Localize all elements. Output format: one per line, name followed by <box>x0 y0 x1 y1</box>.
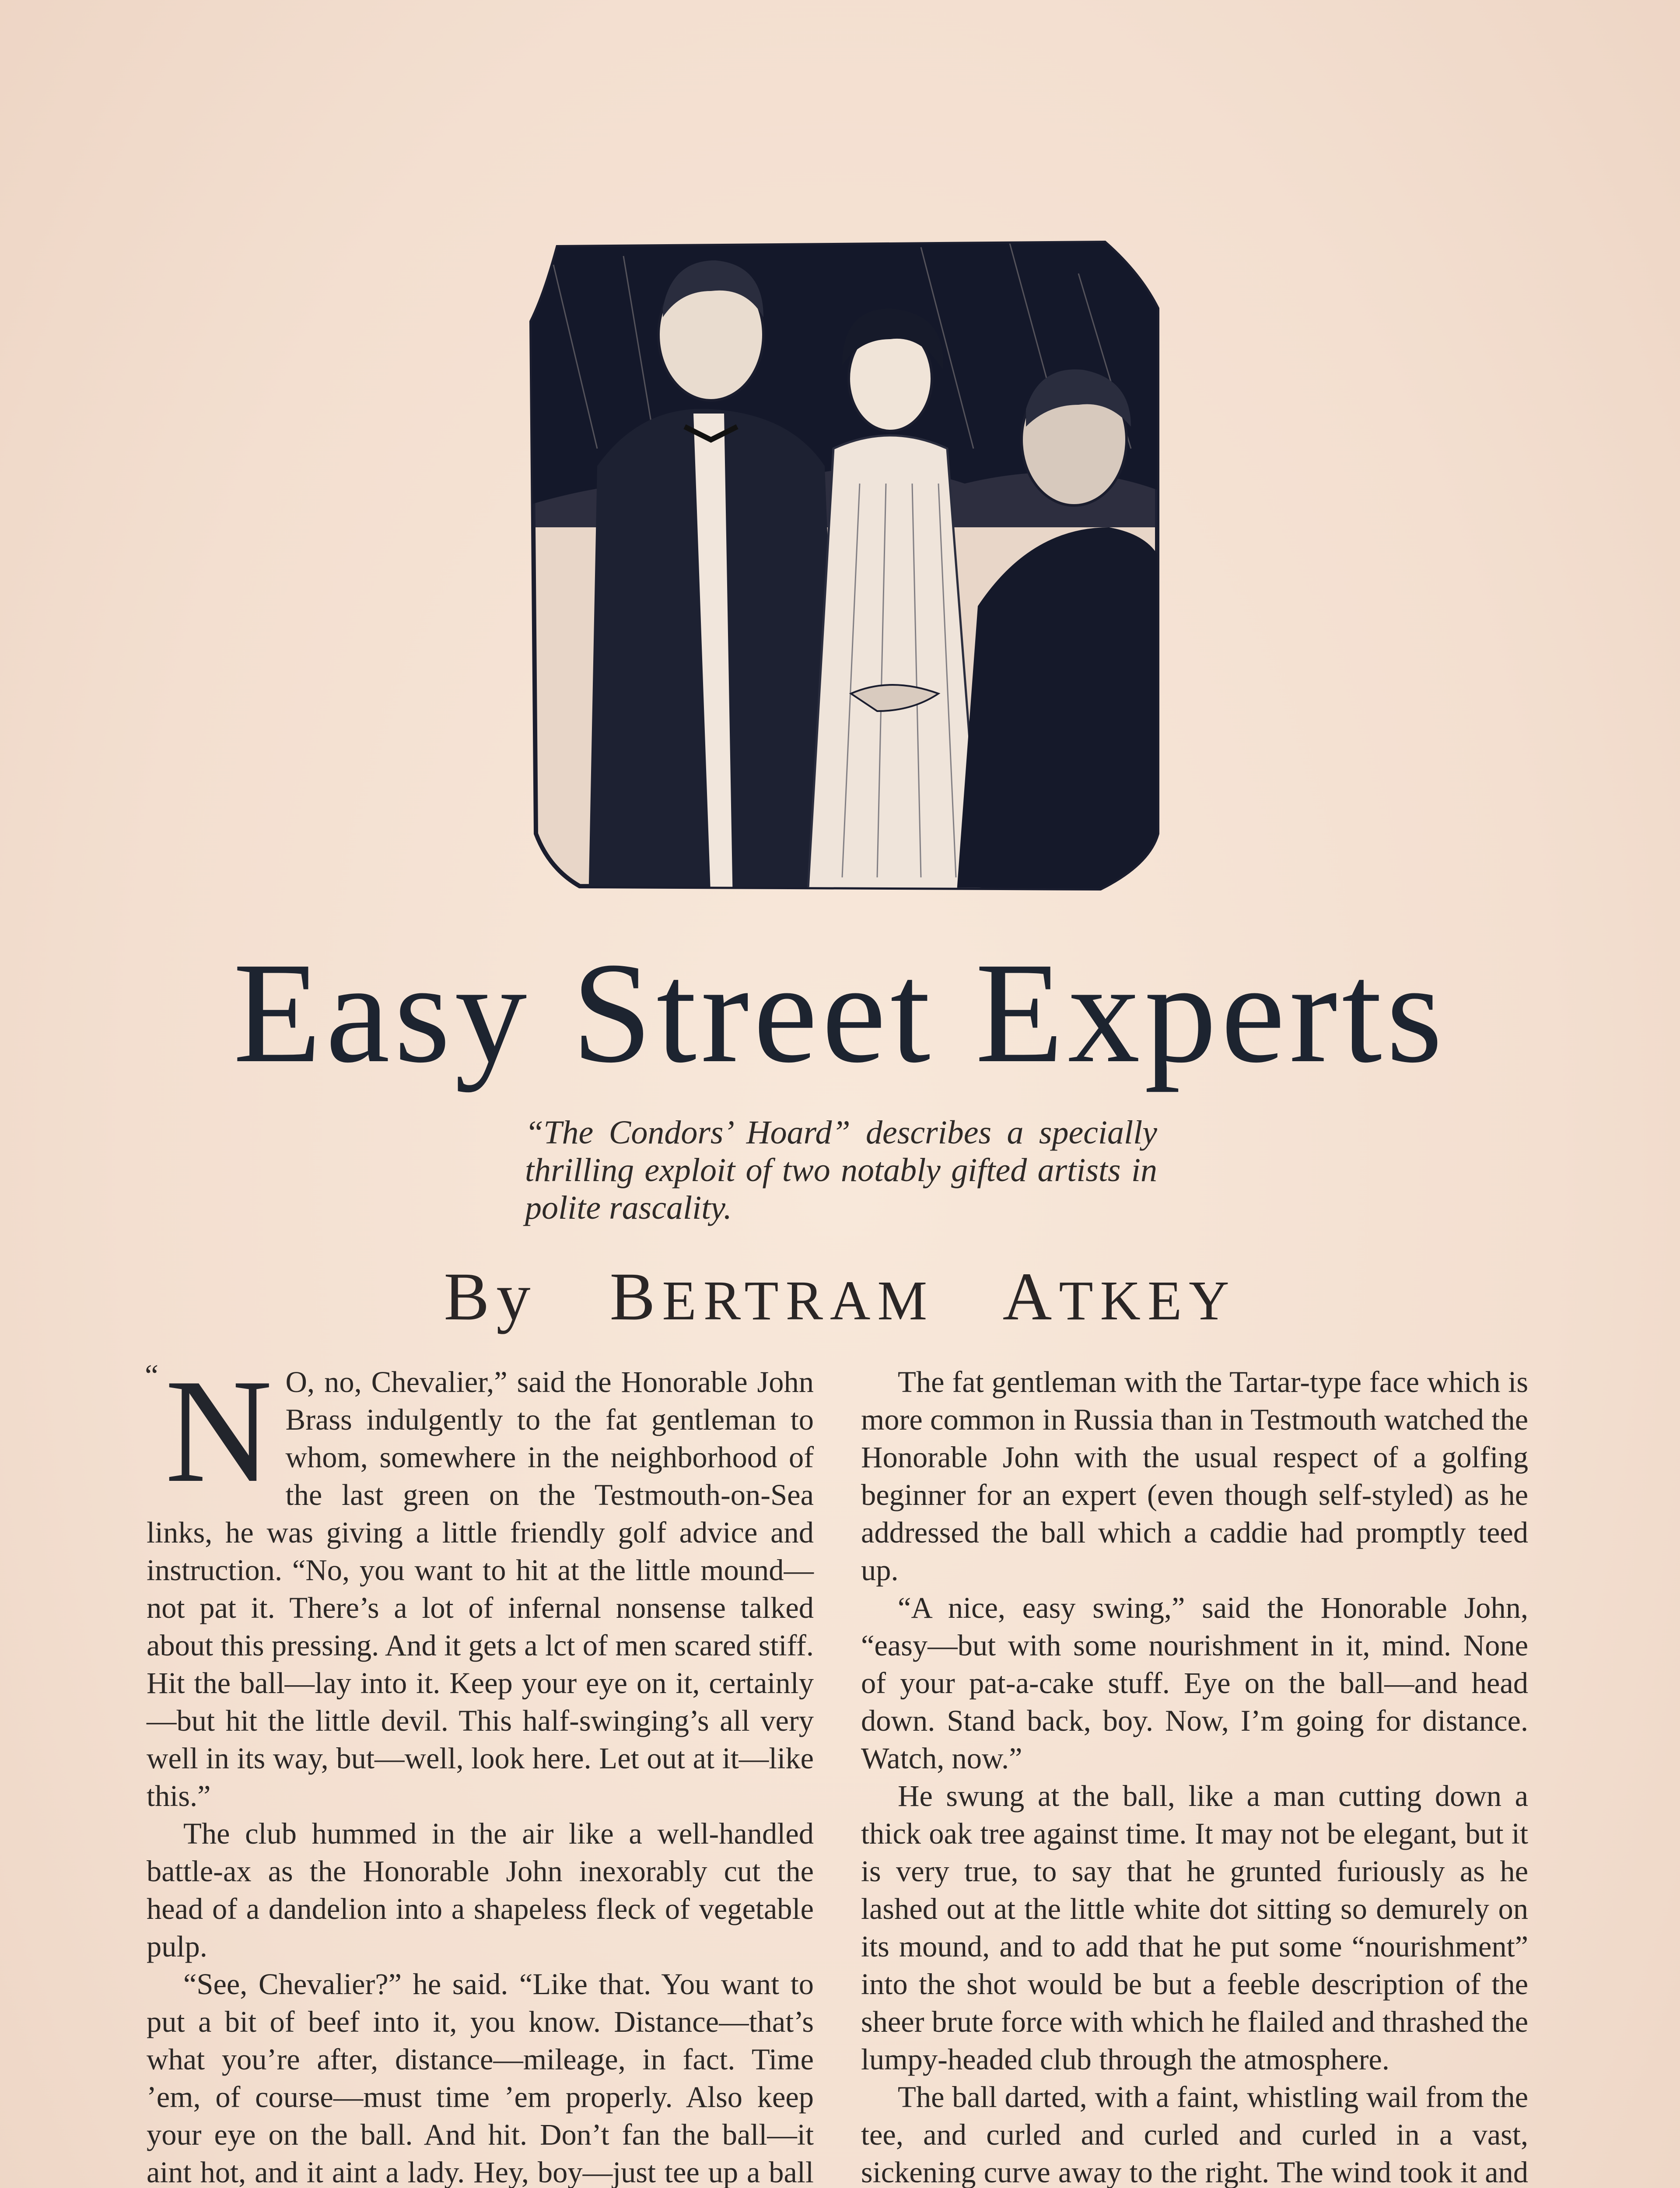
paragraph: O, no, Chevalier,” said the Honorable John Brass indulgently to the fat gentleman to whom, somewhere in the neighborhood of the last green on the Testmouth-on-Sea links, he was giving a little friendly golf advice and instruction. “No, you want to hit at the little mound—not pat it. There’s a lot of infernal nonsense talked about this pressing. And it gets a lct of men scared stiff. Hit the ball—lay into it. Keep your eye on it, certainly—but hit the little devil. This half-swinging’s all very well in its way, but—well, look here. Let out at it—like this.” <box>147 1365 814 1813</box>
paragraph: The ball darted, with a faint, whistling wail from the tee, and curled and curled and curled in a vast, sickening curve away to the right. The wind took it and <box>861 2080 1528 2188</box>
drop-cap: N <box>165 1348 273 1513</box>
opening-paragraph <box>145 1348 814 1815</box>
paragraph: The fat gentleman with the Tartar-type face which is more common in Russia than in Testmouth watched the Honorable John with the usual respect of a golfing beginner for an expert (even though self-styled) as he addressed the ball which a caddie had promptly teed up. <box>861 1365 1528 1587</box>
opening-quote-mark: “ <box>145 1359 159 1392</box>
right-column <box>861 1363 1528 2188</box>
paragraph: “See, Chevalier?” he said. “Like that. You want to put a bit of beef into it, you know. Distance—that’s what you’re after, distance—mileage, in fact. Time ’em, of course—must time ’em properly. Also keep your eye on the ball. And hit. Don’t fan the ball—it aint hot, and it aint a lady. Hey, boy—just tee up a ball <box>147 1967 814 2188</box>
author-byline <box>0 1259 1680 1334</box>
story-illustration <box>527 221 1164 904</box>
paragraph: He swung at the ball, like a man cutting down a thick oak tree against time. It may not be elegant, but it is very true, to say that he grunted furiously as he lashed out at the little white dot sitting so demurely on its mound, and to add that he put some “nourishment” into the shot would be but a feeble description of the sheer brute force with which he flailed and thrashed the lumpy-headed club through the atmosphere. <box>861 1779 1528 2076</box>
byline-prefix: By <box>444 1259 538 1334</box>
author-last-initial: A <box>1002 1259 1059 1334</box>
story-title: Easy Street Experts <box>233 933 1447 1093</box>
paragraph: “A nice, easy swing,” said the Honorable John, “easy—but with some nourishment in it, mind. None of your pat-a-cake stuff. Eye on the ball—and head down. Stand back, boy. Now, I’m going for distance. Watch, now.” <box>861 1591 1528 1775</box>
left-column <box>145 1348 814 2188</box>
paragraph: The club hummed in the air like a well-handled battle-ax as the Honorable John inexorably cut the head of a dandelion into a shapeless fleck of vegetable pulp. <box>147 1817 814 1963</box>
author-first-initial: B <box>609 1259 662 1334</box>
story-subtitle: “The Condors’ Hoard” describes a specially thrilling exploit of two notably gifted artists in polite rascality. <box>525 1114 1157 1226</box>
ink-illustration-icon <box>527 221 1164 904</box>
author-last-name-rest: TKEY <box>1059 1269 1236 1332</box>
author-first-name-rest: ERTRAM <box>662 1269 934 1332</box>
